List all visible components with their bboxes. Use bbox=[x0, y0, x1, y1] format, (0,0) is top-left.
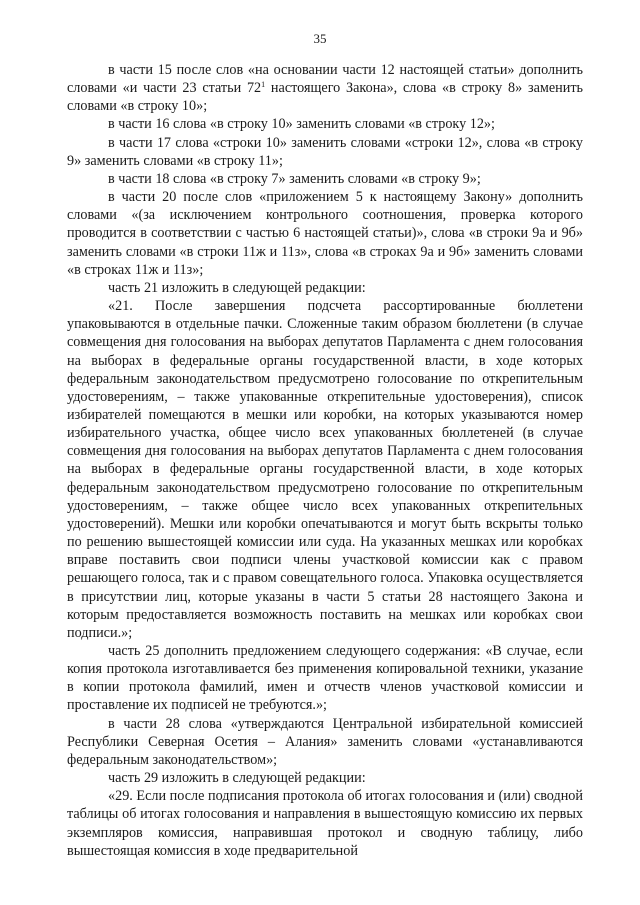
paragraph-text-tail: настоящего Закона», слова «в строку 8» заменить словами «в строку 10»; bbox=[67, 80, 584, 115]
paragraph-part-18: в части 18 слова «в строку 7» заменить словами «в строку 9»; bbox=[108, 170, 481, 187]
page-number: 35 bbox=[313, 31, 327, 46]
paragraph-part-29-text: «29. Если после подписания протокола об итогах голосования и (или) сводной таблицы об итогах голосования и направления в вышестоящую комиссию их первых экземпляров комиссия, направившая протокол и сводную таблицу, либо вышестоящая комиссия в ходе предварительной bbox=[67, 788, 583, 859]
superscript: 1 bbox=[261, 80, 266, 90]
paragraph-part-15 bbox=[67, 61, 583, 115]
paragraph-part-17: в части 17 слова «строки 10» заменить словами «строки 12», слова «в строку 9» заменить словами «в строку 11»; bbox=[67, 134, 583, 169]
paragraph-part-16: в части 16 слова «в строку 10» заменить словами «в строку 12»; bbox=[108, 116, 495, 133]
paragraph-part-21-intro: часть 21 изложить в следующей редакции: bbox=[108, 279, 366, 296]
paragraph-part-28: в части 28 слова «утверждаются Центральной избирательной комиссией Республики Северная Осетия – Алания» заменить словами «устанавливаются федеральным законодательством»; bbox=[67, 715, 583, 768]
paragraph-part-29-intro: часть 29 изложить в следующей редакции: bbox=[108, 770, 366, 787]
paragraph-part-25: часть 25 дополнить предложением следующего содержания: «В случае, если копия протокола изготавливается без применения копировальной техники, указание в копии протокола фамилий, имен и отчеств членов участковой комиссии и проставление их подписей не требуются.»; bbox=[67, 643, 583, 714]
paragraph-text: в части 15 после слов «на основании части 12 настоящей статьи» дополнить словами «и части 23 статьи 72 bbox=[67, 62, 583, 97]
paragraph-part-20: в части 20 после слов «приложением 5 к настоящему Закону» дополнить словами «(за исключением контрольного соотношения, проверка которого проводится в соответствии с частью 6 настоящей статьи)», слова «в строки 9а и 9б» заменить словами «в строки 11ж и 11з», слова «в строках 9а и 9б» заменить словами «в строках 11ж и 11з»; bbox=[67, 189, 583, 278]
paragraph-part-21-text: «21. После завершения подсчета рассортированные бюллетени упаковываются в отдельные пачки. Сложенные таким образом бюллетени (в случае совмещения дня голосования на выборах депутатов Парламента с днем голосования на выборах в федеральные органы государственной власти, в ходе которых федеральным законодательством предусмотрено голосование по открепительным удостоверениям, – также упакованные открепительные удостоверения), список избирателей помещаются в мешки или коробки, на которых указываются номер избирательного участка, общее число всех упакованных бюллетеней (в случае совмещения дня голосования на выборах депутатов Парламента с днем голосования на выборах в федеральные органы государственной власти, в ходе которых федеральным законодательством предусмотрено голосование по открепительным удостоверениям, – также общее число всех упакованных открепительных удостоверений). Мешки или коробки опечатываются и могут быть вскрыты только по решению вышестоящей комиссии или суда. На указанных мешках или коробках вправе поставить свои подписи члены участковой комиссии как с правом решающего голоса, так и с правом совещательного голоса. Упаковка осуществляется в присутствии лиц, которые указаны в части 5 статьи 28 настоящего Закона и которым предоставляется возможность поставить на мешках или коробках свои подписи.»; bbox=[67, 298, 583, 641]
document-body bbox=[67, 61, 583, 860]
